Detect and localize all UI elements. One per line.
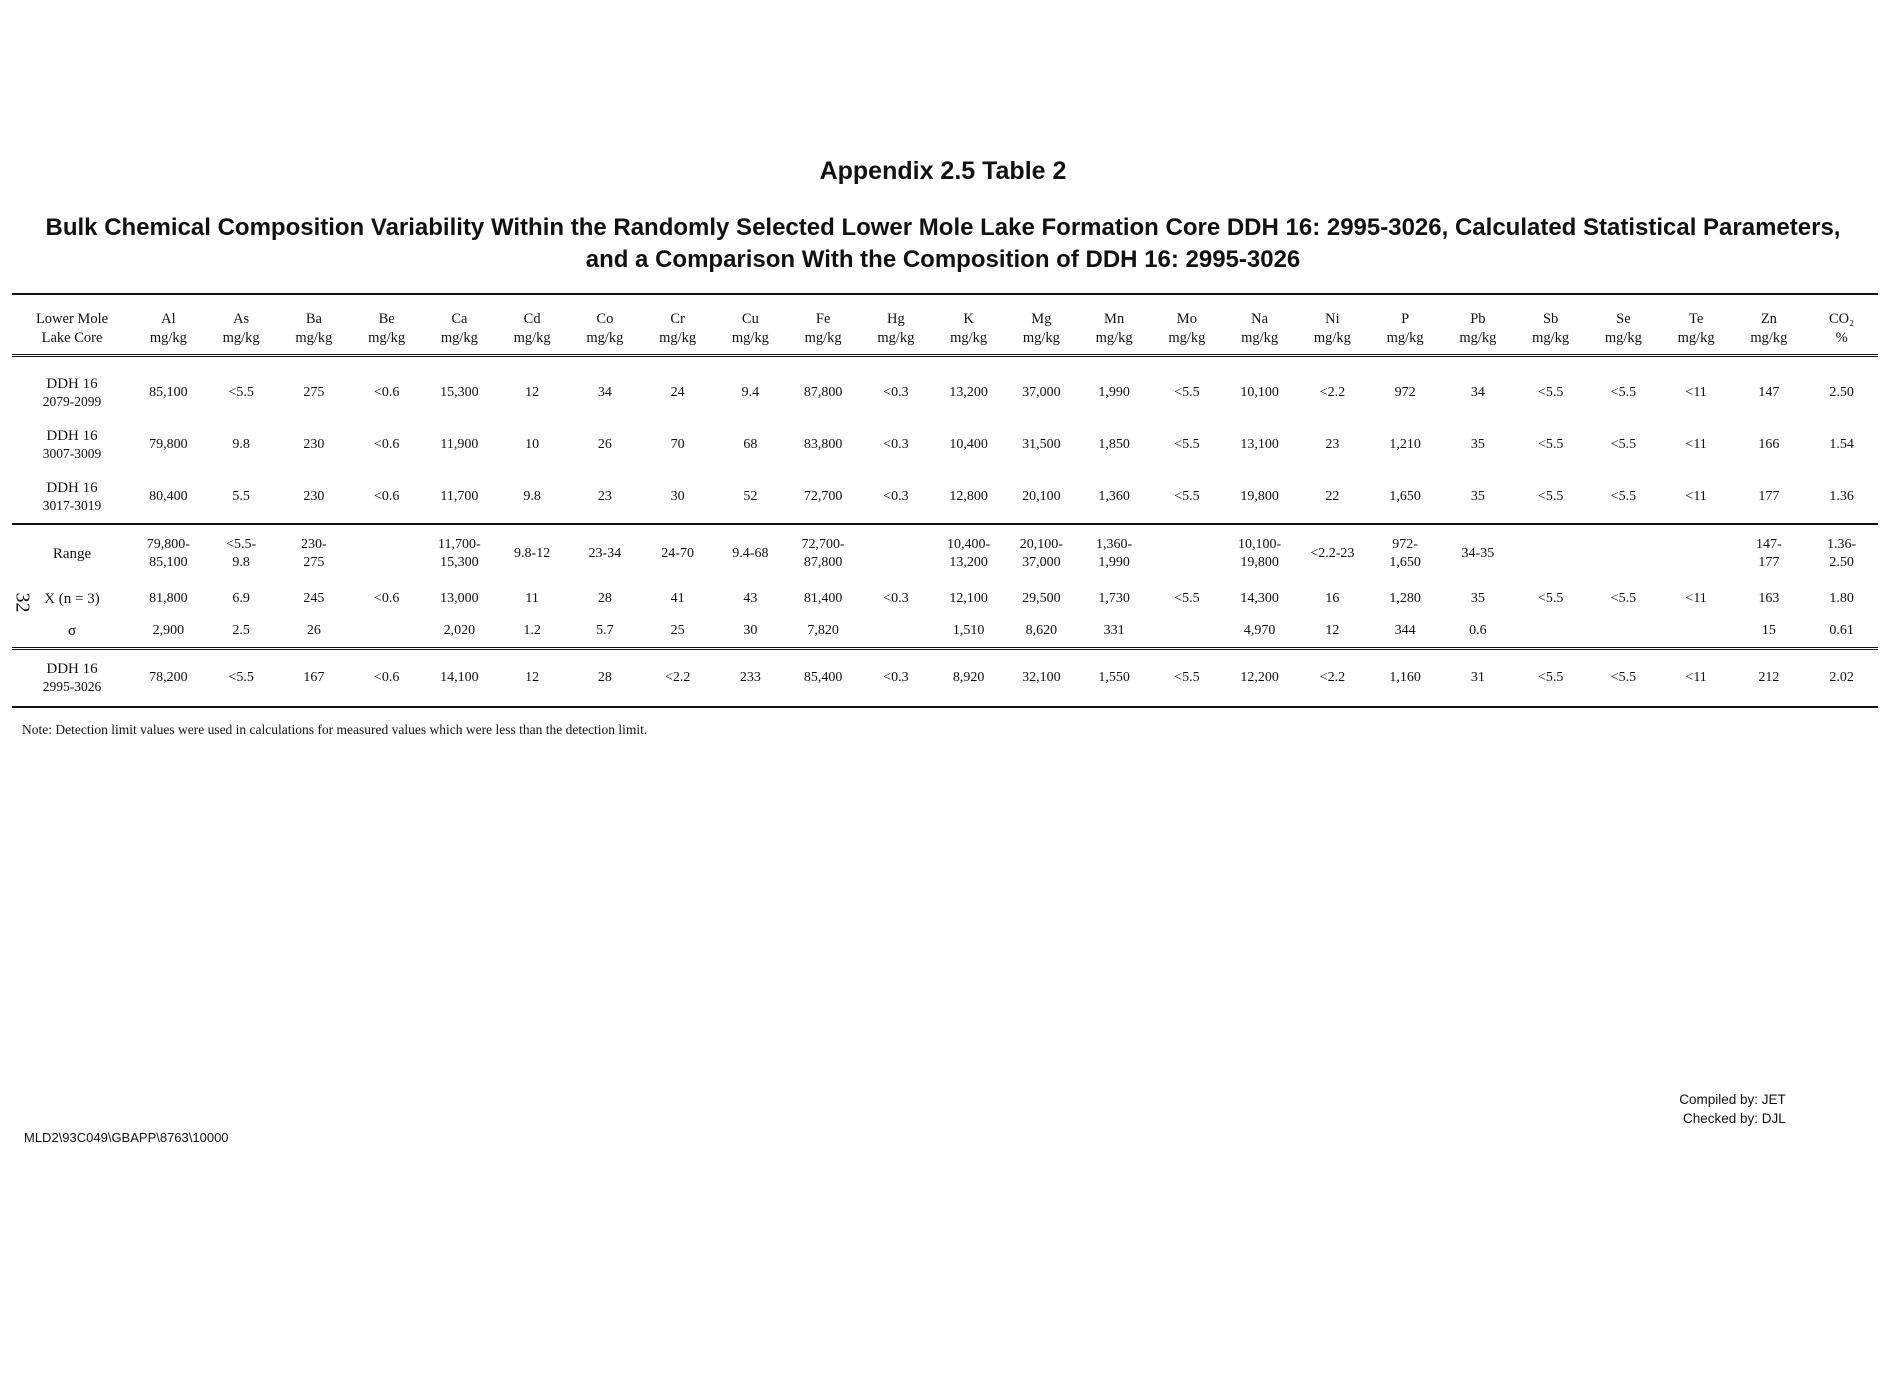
table-cell: <2.2 <box>1319 385 1346 400</box>
table-cell: <0.6 <box>373 591 400 606</box>
row-label-cell <box>12 649 132 708</box>
header-col-2 <box>278 294 351 356</box>
row-label: DDH 16 <box>46 480 98 496</box>
table-cell: 1,850 <box>1098 437 1130 452</box>
header-unit: mg/kg <box>1386 330 1424 346</box>
table-cell: 11,900 <box>440 437 479 452</box>
header-col-9 <box>787 294 860 356</box>
table-cell <box>1151 524 1224 583</box>
table-cell: 16 <box>1325 591 1340 606</box>
table-cell: 167 <box>303 670 325 685</box>
table-cell: 9.8 <box>523 489 541 504</box>
row-label: X (n = 3) <box>44 591 100 607</box>
header-element: Na <box>1251 311 1269 327</box>
header-col-23 <box>1805 294 1878 356</box>
table-cell: <5.5 <box>1537 385 1564 400</box>
header-col-22 <box>1733 294 1806 356</box>
table-cell: 7,820 <box>807 623 839 638</box>
table-cell: 1,510 <box>952 623 985 638</box>
header-col-13 <box>1078 294 1151 356</box>
table-cell: 1.80 <box>1829 591 1854 606</box>
header-col-19 <box>1514 294 1587 356</box>
header-element: K <box>963 311 974 327</box>
table-cell <box>1660 524 1733 583</box>
table-cell: 13,100 <box>1240 437 1279 452</box>
row-sublabel: 2995-3026 <box>42 679 102 694</box>
header-element: Se <box>1616 311 1631 327</box>
table-cell: 81,800 <box>149 591 188 606</box>
table-cell: 43 <box>743 591 758 606</box>
table-cell: 52 <box>743 489 758 504</box>
header-col-3 <box>350 294 423 356</box>
header-element: Co <box>596 311 614 327</box>
table-cell: 28 <box>597 670 612 685</box>
table-cell: 11,700- 15,300 <box>438 537 481 570</box>
table-cell: 12,100 <box>949 591 988 606</box>
table-cell: 78,200 <box>149 670 188 685</box>
table-cell: 1,650 <box>1389 489 1421 504</box>
table-cell: 13,200 <box>949 385 988 400</box>
table-cell: 9.8-12 <box>514 546 551 561</box>
row-sublabel: 2079-2099 <box>42 394 102 409</box>
table-cell <box>1151 615 1224 649</box>
table-cell: 20,100- 37,000 <box>1019 537 1063 570</box>
table-cell: 83,800 <box>803 437 843 452</box>
table-cell: <0.3 <box>883 670 909 685</box>
checked-by <box>1668 1109 1786 1128</box>
table-row <box>12 524 1878 583</box>
table-cell: 32,100 <box>1022 670 1061 685</box>
header-element: Cd <box>523 311 541 327</box>
table-cell <box>350 524 423 583</box>
table-cell: 14,300 <box>1240 591 1279 606</box>
header-unit: mg/kg <box>731 330 769 346</box>
header-unit: mg/kg <box>1532 330 1570 346</box>
table-cell: <5.5 <box>1537 437 1564 452</box>
table-cell: 35 <box>1470 437 1485 452</box>
table-cell: 8,920 <box>952 670 985 685</box>
header-unit: mg/kg <box>1604 330 1642 346</box>
table-cell: <2.2 <box>1319 670 1346 685</box>
table-cell: 2.02 <box>1829 670 1854 685</box>
table-row <box>12 583 1878 615</box>
table-cell: 22 <box>1325 489 1340 504</box>
table-cell: 26 <box>597 437 612 452</box>
table-row <box>12 356 1878 420</box>
row-label: σ <box>67 623 77 639</box>
header-col-14 <box>1151 294 1224 356</box>
table-cell: 230 <box>303 437 325 452</box>
table-row <box>12 419 1878 471</box>
table-cell: 2.50 <box>1829 385 1854 400</box>
table-cell: <5.5 <box>1174 437 1200 452</box>
table-cell: 87,800 <box>803 385 843 400</box>
table-cell: 8,620 <box>1025 623 1058 638</box>
header-col-15 <box>1223 294 1296 356</box>
table-cell: 245 <box>303 591 325 606</box>
table-cell: 10 <box>525 437 540 452</box>
table-cell: 1.36 <box>1829 489 1854 504</box>
header-col-10 <box>860 294 933 356</box>
table-cell: 10,100 <box>1240 385 1279 400</box>
header-col-11 <box>932 294 1005 356</box>
table-cell: 24-70 <box>661 546 694 561</box>
header-col-21 <box>1660 294 1733 356</box>
header-col-8 <box>714 294 787 356</box>
table-cell: 35 <box>1470 489 1485 504</box>
table-cell: 972- 1,650 <box>1389 537 1421 570</box>
table-cell: 2,020 <box>443 623 476 638</box>
header-unit: mg/kg <box>659 330 697 346</box>
header-col-20 <box>1587 294 1660 356</box>
header-col-4 <box>423 294 496 356</box>
table-cell: 1,360- 1,990 <box>1096 537 1133 570</box>
table-cell <box>1587 524 1660 583</box>
table-cell: 1,280 <box>1389 591 1421 606</box>
table-cell: 68 <box>743 437 758 452</box>
table-cell: 1.54 <box>1829 437 1854 452</box>
table-cell: <5.5 <box>1610 591 1637 606</box>
table-cell: 34-35 <box>1461 546 1495 561</box>
header-unit: mg/kg <box>1677 330 1715 346</box>
table-cell: 30 <box>743 623 758 638</box>
header-core-label: Lower Mole Lake Core <box>35 311 109 346</box>
table-cell: 1,990 <box>1098 385 1130 400</box>
header-element: Hg <box>887 311 905 327</box>
page-title: Appendix 2.5 Table 2 <box>819 157 1067 185</box>
header-unit: mg/kg <box>950 330 988 346</box>
subtitle-line-1: Bulk Chemical Composition Variability Within the Randomly Selected Lower Mole Lake Formation Core DDH 16: 2995-3026, Calculated Statistical Parameters, <box>45 214 1841 241</box>
table-cell: 79,800 <box>149 437 188 452</box>
header-unit: mg/kg <box>295 330 333 346</box>
table-cell: 4,970 <box>1243 623 1276 638</box>
header-unit: mg/kg <box>1022 330 1060 346</box>
table-subtitle <box>14 212 1872 276</box>
table-cell: 41 <box>670 591 685 606</box>
composition-table-container <box>12 293 1878 708</box>
header-element: Be <box>378 311 395 327</box>
table-header-row <box>12 294 1878 356</box>
header-unit: mg/kg <box>513 330 551 346</box>
table-cell: 1,360 <box>1098 489 1130 504</box>
header-col-12 <box>1005 294 1078 356</box>
table-cell: 70 <box>670 437 685 452</box>
table-cell: 11,700 <box>440 489 479 504</box>
table-cell: <11 <box>1685 591 1707 606</box>
row-label-cell <box>12 356 132 420</box>
header-element: Cu <box>741 311 759 327</box>
checked-by-value: DJL <box>1761 1111 1786 1126</box>
table-cell: <2.2 <box>664 670 691 685</box>
header-element: Te <box>1688 311 1704 327</box>
table-cell: 1.36- 2.50 <box>1827 537 1857 570</box>
compiled-by-label: Compiled by: <box>1679 1092 1758 1107</box>
table-cell: <11 <box>1685 437 1707 452</box>
header-col-16 <box>1296 294 1369 356</box>
table-cell: <11 <box>1685 385 1707 400</box>
table-cell: <0.6 <box>373 670 400 685</box>
table-cell: 12 <box>1325 623 1340 638</box>
table-cell: <2.2-23 <box>1310 546 1355 561</box>
row-label: DDH 16 <box>46 661 98 677</box>
table-cell: 9.4-68 <box>732 546 769 561</box>
table-cell: 5.5 <box>232 489 250 504</box>
header-col-0 <box>132 294 205 356</box>
table-cell: 147- 177 <box>1756 537 1782 570</box>
table-row <box>12 615 1878 649</box>
header-unit: mg/kg <box>1241 330 1279 346</box>
page-number: 32 <box>11 592 34 613</box>
header-unit: mg/kg <box>804 330 842 346</box>
compiled-checked-block <box>1668 1090 1786 1128</box>
table-cell: 29,500 <box>1022 591 1061 606</box>
header-element: Ni <box>1325 311 1340 327</box>
checked-by-label: Checked by: <box>1682 1111 1758 1126</box>
table-cell: 11 <box>525 591 539 606</box>
table-cell: <5.5 <box>1610 670 1637 685</box>
table-cell: 72,700- 87,800 <box>801 537 845 570</box>
table-cell: 20,100 <box>1022 489 1061 504</box>
table-cell: 23-34 <box>588 546 622 561</box>
table-cell: 9.4 <box>741 385 760 400</box>
document-code: MLD2\93C049\GBAPP\8763\10000 <box>24 1130 229 1145</box>
header-element: Al <box>161 311 176 327</box>
table-cell: 14,100 <box>440 670 479 685</box>
row-label-cell <box>12 471 132 524</box>
table-cell: 23 <box>1325 437 1340 452</box>
table-cell: <5.5 <box>228 385 254 400</box>
header-col-18 <box>1442 294 1515 356</box>
table-cell: <5.5 <box>1174 385 1200 400</box>
table-cell <box>1587 615 1660 649</box>
table-cell: <0.6 <box>373 437 400 452</box>
table-cell: 13,000 <box>440 591 479 606</box>
table-cell: 0.6 <box>1469 623 1487 638</box>
table-cell: 79,800- 85,100 <box>146 537 190 570</box>
table-cell: 85,100 <box>149 385 188 400</box>
table-cell: 31 <box>1470 670 1485 685</box>
header-unit: % <box>1835 330 1848 346</box>
header-element: Fe <box>815 311 831 327</box>
header-element: P <box>1401 311 1410 327</box>
table-cell: 2.5 <box>232 623 250 638</box>
table-cell: 12,200 <box>1240 670 1279 685</box>
table-cell: 26 <box>306 623 321 638</box>
table-cell: 15,300 <box>440 385 479 400</box>
table-cell: 6.9 <box>232 591 250 606</box>
table-cell: 31,500 <box>1022 437 1061 452</box>
table-body <box>12 356 1878 708</box>
table-cell: <5.5 <box>1537 670 1564 685</box>
table-cell: 9.8 <box>232 437 250 452</box>
header-element: As <box>233 311 250 327</box>
table-cell: <5.5 <box>1174 591 1200 606</box>
table-cell: 85,400 <box>803 670 843 685</box>
row-label-cell <box>12 583 132 615</box>
table-cell: 34 <box>1470 385 1485 400</box>
table-cell: 1.2 <box>523 623 541 638</box>
table-cell <box>1660 615 1733 649</box>
table-cell: 23 <box>597 489 612 504</box>
header-element: Mg <box>1031 311 1052 327</box>
table-cell: 80,400 <box>149 489 188 504</box>
table-cell: 19,800 <box>1240 489 1279 504</box>
table-cell: 24 <box>670 385 685 400</box>
header-col-6 <box>569 294 642 356</box>
table-cell: 10,100- 19,800 <box>1238 537 1282 570</box>
table-cell: 230- 275 <box>301 537 327 570</box>
table-cell: 344 <box>1394 623 1416 638</box>
table-cell <box>1514 615 1587 649</box>
header-element: Sb <box>1542 311 1559 327</box>
table-cell: 212 <box>1758 670 1780 685</box>
table-cell <box>350 615 423 649</box>
header-unit: mg/kg <box>877 330 915 346</box>
table-cell: 331 <box>1103 623 1125 638</box>
table-cell: <5.5 <box>1537 489 1564 504</box>
table-note: Note: Detection limit values were used in calculations for measured values which were less than the detection limit. <box>22 722 648 737</box>
header-element: Ba <box>305 311 322 327</box>
table-cell: 15 <box>1761 623 1776 638</box>
table-cell: <0.3 <box>883 489 909 504</box>
table-cell: <11 <box>1685 670 1707 685</box>
table-cell: 72,700 <box>803 489 843 504</box>
table-cell <box>860 524 933 583</box>
table-cell <box>1514 524 1587 583</box>
table-cell: <5.5 <box>1537 591 1564 606</box>
table-cell: <5.5- 9.8 <box>226 537 257 570</box>
header-unit: mg/kg <box>149 330 187 346</box>
table-cell: <0.3 <box>883 591 909 606</box>
table-cell: <5.5 <box>1174 489 1200 504</box>
header-element: Zn <box>1760 311 1777 327</box>
table-cell: 1,210 <box>1389 437 1421 452</box>
table-cell: 233 <box>739 670 761 685</box>
header-element: Ca <box>451 311 468 327</box>
table-cell: 28 <box>597 591 612 606</box>
row-label: Range <box>52 546 92 562</box>
table-cell: 35 <box>1470 591 1485 606</box>
header-col-1 <box>205 294 278 356</box>
table-cell: 12 <box>525 670 540 685</box>
row-label: DDH 16 <box>46 428 98 444</box>
table-cell: <5.5 <box>228 670 254 685</box>
row-sublabel: 3007-3009 <box>42 446 102 461</box>
header-unit: mg/kg <box>1459 330 1497 346</box>
row-label-cell <box>12 615 132 649</box>
table-cell: 81,400 <box>803 591 843 606</box>
header-unit: mg/kg <box>1095 330 1133 346</box>
table-cell: 166 <box>1758 437 1780 452</box>
table-cell: 37,000 <box>1022 385 1061 400</box>
header-element: Cr <box>670 311 685 327</box>
table-cell: 1,730 <box>1098 591 1130 606</box>
header-element: CO₂ <box>1829 311 1855 327</box>
header-col-7 <box>641 294 714 356</box>
table-cell: 34 <box>597 385 612 400</box>
header-unit: mg/kg <box>1313 330 1351 346</box>
table-cell: 5.7 <box>596 623 614 638</box>
header-unit: mg/kg <box>1750 330 1788 346</box>
table-cell: 30 <box>670 489 685 504</box>
table-row <box>12 471 1878 524</box>
table-cell: 177 <box>1758 489 1780 504</box>
table-cell: 25 <box>670 623 685 638</box>
header-unit: mg/kg <box>1168 330 1206 346</box>
table-cell <box>860 615 933 649</box>
table-cell: 12 <box>525 385 540 400</box>
composition-table <box>12 293 1878 708</box>
header-unit: mg/kg <box>368 330 406 346</box>
header-element: Mo <box>1176 311 1197 327</box>
table-cell: 972 <box>1394 385 1416 400</box>
row-sublabel: 3017-3019 <box>42 498 102 513</box>
header-col-5 <box>496 294 569 356</box>
table-cell: 2,900 <box>152 623 185 638</box>
header-unit: mg/kg <box>222 330 260 346</box>
table-cell: <5.5 <box>1174 670 1200 685</box>
table-cell: <0.3 <box>883 385 909 400</box>
table-cell: 1,160 <box>1389 670 1421 685</box>
table-cell: <0.6 <box>373 489 400 504</box>
row-label-cell <box>12 419 132 471</box>
table-cell: 230 <box>303 489 325 504</box>
table-cell: 0.61 <box>1829 623 1854 638</box>
header-element: Pb <box>1470 311 1486 327</box>
header-col-17 <box>1369 294 1442 356</box>
row-label-cell <box>12 524 132 583</box>
table-cell: 10,400 <box>949 437 988 452</box>
table-cell: 163 <box>1758 591 1780 606</box>
compiled-by-value: JET <box>1761 1092 1786 1107</box>
table-cell: <5.5 <box>1610 437 1637 452</box>
table-cell: 1,550 <box>1098 670 1130 685</box>
table-cell: <5.5 <box>1610 489 1637 504</box>
table-cell: <5.5 <box>1610 385 1637 400</box>
header-unit: mg/kg <box>586 330 624 346</box>
table-cell: <0.3 <box>883 437 909 452</box>
row-label: DDH 16 <box>46 376 98 392</box>
header-unit: mg/kg <box>440 330 478 346</box>
table-cell: 12,800 <box>949 489 988 504</box>
table-cell: <0.6 <box>373 385 400 400</box>
header-element: Mn <box>1104 311 1125 327</box>
compiled-by <box>1668 1090 1786 1109</box>
table-cell: 147 <box>1758 385 1780 400</box>
subtitle-line-2: and a Comparison With the Composition of DDH 16: 2995-3026 <box>585 246 1301 273</box>
table-cell: 10,400- 13,200 <box>947 537 991 570</box>
table-row <box>12 649 1878 708</box>
table-cell: <11 <box>1685 489 1707 504</box>
table-cell: 275 <box>303 385 325 400</box>
